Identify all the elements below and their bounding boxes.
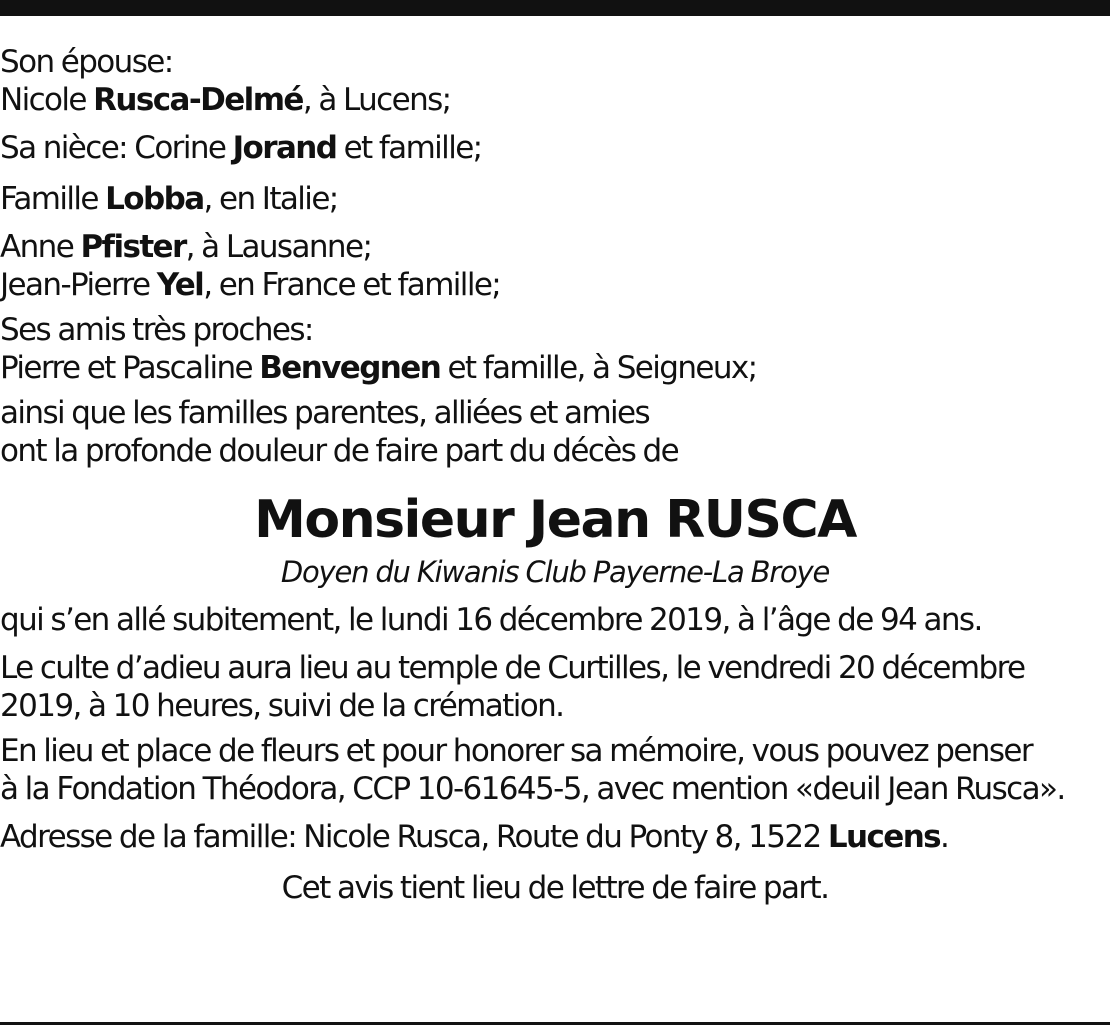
jean-pierre-line [0, 266, 1110, 304]
families-block [0, 394, 1110, 470]
niece-line [0, 126, 1110, 170]
closing-line: Cet avis tient lieu de lettre de faire part. [281, 870, 829, 906]
service-line-2: 2019, à 10 heures, suivi de la crémation. [0, 688, 564, 724]
friends-label: Ses amis très proches: [0, 312, 313, 348]
relatives-block [0, 228, 1110, 304]
family-lobba-post: , en Italie; [203, 181, 338, 217]
donation-block [0, 732, 1110, 808]
spouse-first-name: Nicole [0, 82, 94, 118]
friends-first-names: Pierre et Pascaline [0, 350, 260, 386]
obituary-notice [0, 43, 1110, 917]
family-lobba-pre: Famille [0, 181, 106, 217]
families-line-2: ont la profonde douleur de faire part du décès de [0, 433, 679, 469]
address-block [0, 815, 1110, 859]
friends-post: et famille, à Seigneux; [440, 350, 757, 386]
service-line-1: Le culte d’adieu aura lieu au temple de Curtilles, le vendredi 20 décembre [0, 650, 1025, 686]
anne-last-name: Pfister [80, 229, 186, 265]
friends-block [0, 311, 1110, 387]
friends-last-name: Benvegnen [259, 350, 441, 386]
jp-post: , en France et famille; [203, 267, 501, 303]
niece-pre: Sa nièce: Corine [0, 130, 233, 166]
bottom-border-rule [0, 1022, 1110, 1025]
donation-line-2: à la Fondation Théodora, CCP 10-61645-5, avec mention «deuil Jean Rusca». [0, 771, 1065, 807]
deceased-title: Doyen du Kiwanis Club Payerne-La Broye [280, 555, 830, 589]
death-line: qui s’en allé subitement, le lundi 16 décembre 2019, à l’âge de 94 ans. [0, 602, 982, 638]
spouse-block [0, 43, 1110, 119]
death-block [0, 598, 1110, 642]
donation-line-1: En lieu et place de fleurs et pour honorer sa mémoire, vous pouvez penser [0, 733, 1033, 769]
address-line [0, 815, 1110, 859]
deceased-name: Monsieur Jean RUSCA [254, 490, 856, 550]
address-post: . [940, 819, 949, 855]
address-pre: Adresse de la famille: Nicole Rusca, Route du Ponty 8, 1522 [0, 819, 828, 855]
anne-post: , à Lausanne; [185, 229, 372, 265]
spouse-line [0, 81, 1110, 119]
spouse-label: Son épouse: [0, 44, 173, 80]
address-city: Lucens [827, 819, 941, 855]
family-lobba-name: Lobba [105, 181, 204, 217]
closing-block [0, 866, 1110, 910]
anne-first-name: Anne [0, 229, 81, 265]
niece-post: et famille; [336, 130, 482, 166]
niece-last-name: Jorand [232, 130, 337, 166]
family-lobba-line [0, 177, 1110, 221]
spouse-last-name: Rusca-Delmé [93, 82, 303, 118]
jp-first-name: Jean-Pierre [0, 267, 157, 303]
families-line-1: ainsi que les familles parentes, alliées et amies [0, 395, 650, 431]
service-block [0, 649, 1110, 725]
friends-line [0, 349, 1110, 387]
spouse-place: , à Lucens; [302, 82, 451, 118]
niece-block [0, 126, 1110, 170]
top-border-rule [0, 0, 1110, 16]
jp-last-name: Yel [156, 267, 204, 303]
family-lobba-block [0, 177, 1110, 221]
anne-line [0, 228, 1110, 266]
